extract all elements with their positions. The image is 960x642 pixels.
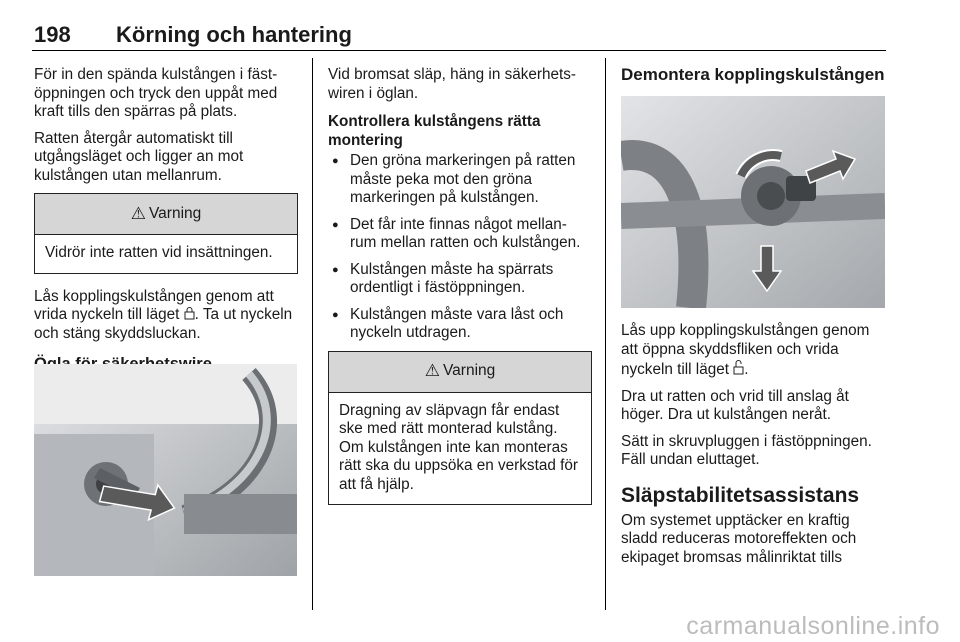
list-item: ● Kulstången måste vara låst och nyckeln utdragen. [328,306,591,343]
section-heading: Kontrollera kulstångens rätta montering [328,113,541,149]
warning-box [328,351,592,506]
column-divider-2 [605,58,606,610]
column-1 [34,66,300,374]
warning-title: Varning [148,204,202,222]
text-segment: . [744,361,749,378]
warning-box [34,193,298,274]
list-item: ● Kulstången måste ha spärrats ordentligt i fästöppningen. [328,261,591,298]
warning-header [35,194,297,235]
page-number: 198 [34,22,71,47]
paragraph [621,322,889,380]
paragraph: Vid bromsat släp, häng in säkerhets-wiren i öglan. [328,66,576,102]
list-item: ● Det får inte finnas något mellan-rum mellan ratten och kulstången. [328,216,591,253]
column-divider-1 [312,58,313,610]
warning-header [329,352,591,393]
watermark: carmanualsonline.info [686,612,940,640]
text-segment: Lås kopplingskulstången genom att vrida nyckeln till läget [34,287,274,323]
ball-bar-removal-photo [621,96,885,308]
paragraph: För in den spända kulstången i fäst-öppningen och tryck den uppåt med kraft tills den spärras på plats. [34,66,278,120]
text-segment: Lås upp kopplingskulstången genom att öppna skyddsfliken och vrida nyckeln till läget [621,322,870,378]
warning-text: Vidrör inte ratten vid insättningen. [45,244,273,261]
lock-open-icon [733,359,744,380]
paragraph: Sätt in skruvpluggen i fästöppningen. Fäll undan eluttaget. [621,432,872,468]
list-item: ● Den gröna markeringen på ratten måste peka mot den gröna markeringen på kulstången. [328,152,591,208]
page-title: Körning och hantering [116,22,352,47]
column-3 [621,66,887,85]
section-title: Släpstabilitetsassistans [621,483,860,507]
checklist [328,152,591,343]
warning-title: Varning [442,362,496,380]
header-divider [32,50,886,51]
column-3-text [621,322,889,575]
paragraph: Dra ut ratten och vrid till anslag åt höger. Dra ut kulstången neråt. [621,387,849,423]
warning-triangle-icon: ⚠ [424,361,440,381]
warning-text: Dragning av släpvagn får endast ske med rätt monterad kulstång. Om kulstången inte kan monteras rätt ska du uppsöka en verkstad för att få hjälp. [339,401,578,493]
warning-triangle-icon: ⚠ [130,203,146,223]
paragraph [34,288,300,344]
paragraph: Om systemet upptäcker en kraftig sladd reduceras motoreffekten och ekipaget bromsas målinriktat tills [621,511,857,566]
section-heading: Demontera kopplingskulstången [621,65,885,84]
lock-closed-icon [184,306,195,325]
safety-wire-eye-photo [34,364,297,576]
paragraph: Ratten återgår automatiskt till utgångsläget och ligger an mot kulstången utan mellanrum. [34,129,244,184]
text-segment: . Ta ut nyckeln och stäng skyddsluckan. [34,306,293,342]
column-2 [328,66,591,505]
